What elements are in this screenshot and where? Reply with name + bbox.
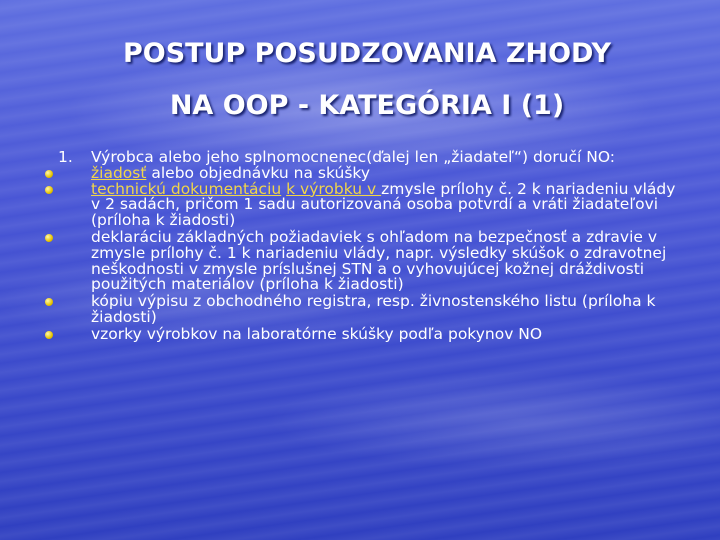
slide-title <box>0 28 720 132</box>
item-number: 1. <box>58 148 73 166</box>
bullet-text: vzorky výrobkov na laboratórne skúšky podľa pokynov NO <box>91 324 543 343</box>
bullet-item-declaration <box>0 227 720 294</box>
bullet-text: kópiu výpisu z obchodného registra, resp. živnostenského listu (príloha k žiadosti) <box>91 292 656 326</box>
intro-text: Výrobca alebo jeho splnomocnenec(ďalej len „žiadateľ“) doručí NO: <box>91 148 616 166</box>
bullet-icon <box>45 298 53 306</box>
bullet-text: zmysle prílohy č. 2 k nariadeniu vlády v 2 sadách, pričom 1 sadu autorizovaná osoba potvrdí a vráti žiadateľovi (príloha k žiadosti) <box>91 179 676 230</box>
link-request[interactable]: žiadosť <box>91 163 147 182</box>
slide-title-line-2: NA OOP - KATEGÓRIA I (1) <box>169 90 565 121</box>
bullet-item-samples <box>0 324 720 343</box>
bullet-icon <box>45 331 53 339</box>
bullet-icon <box>45 186 53 194</box>
slide-body <box>0 150 720 343</box>
bullet-icon <box>45 234 53 242</box>
bullet-icon <box>45 170 53 178</box>
bullet-text: alebo objednávku na skúšky <box>146 163 371 182</box>
bullet-item-register-extract <box>0 294 720 326</box>
link-to-product[interactable]: k výrobku v <box>286 179 382 198</box>
slide-title-line-1: POSTUP POSUDZOVANIA ZHODY <box>122 38 612 69</box>
bullet-item-documentation <box>0 179 720 230</box>
bullet-text: deklaráciu základných požiadaviek s ohľadom na bezpečnosť a zdravie v zmysle prílohy č. 1 k nariadeniu vlády, napr. výsledky skúšok o zdravotnej neškodnosti v zmysle príslušnej STN a o vyhovujúcej kožnej dráždivosti použitých materiálov (príloha k žiadosti) <box>91 227 667 294</box>
link-technical-documentation[interactable]: technickú dokumentáciu <box>91 179 282 198</box>
